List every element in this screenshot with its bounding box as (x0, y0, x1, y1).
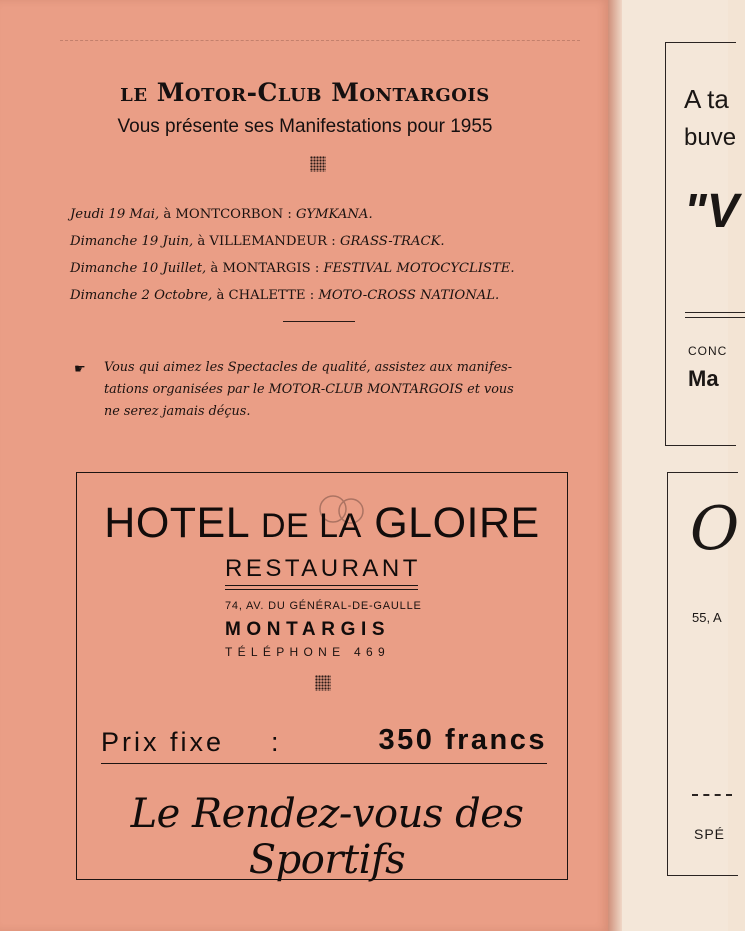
restaurant-label: RESTAURANT (225, 555, 421, 582)
event-day: Dimanche 10 Juillet, (70, 261, 207, 276)
double-rule (225, 585, 418, 590)
event-name: GYMKANA. (296, 207, 373, 222)
event-place: à MONTCORBON : (159, 207, 297, 222)
right-page-text (622, 0, 740, 931)
right-text: buve (684, 124, 737, 151)
price-colon: : (271, 727, 279, 757)
note-line: tations organisées par le MOTOR-CLUB MONTARGOIS et vous (104, 382, 514, 397)
event-item (70, 287, 590, 314)
hotel-name-word: DE LA (261, 507, 362, 545)
right-text: A ta (684, 84, 729, 114)
price-line (101, 724, 547, 758)
events-list (70, 206, 590, 314)
hotel-name-word: GLOIRE (374, 499, 540, 547)
event-place: à CHALETTE : (212, 288, 319, 303)
hotel-phone: TÉLÉPHONE 469 (225, 645, 390, 659)
hotel-address: 74, AV. DU GÉNÉRAL-DE-GAULLE (225, 600, 422, 612)
event-day: Dimanche 2 Octobre, (70, 288, 213, 303)
dotted-square-ornament (315, 675, 331, 691)
event-item (70, 260, 590, 287)
event-day: Dimanche 19 Juin, (70, 234, 194, 249)
right-text: 55, A (692, 610, 722, 625)
pointing-hand-icon: ☛ (74, 362, 86, 377)
hotel-city: MONTARGIS (225, 619, 391, 640)
right-text: CONC (688, 344, 728, 358)
event-place: à MONTARGIS : (206, 261, 324, 276)
note-line: Vous qui aimez les Spectacles de qualité, assistez aux manifes- (104, 360, 513, 375)
faint-top-line (60, 40, 580, 41)
separator-rule (283, 321, 355, 322)
right-text: O (690, 494, 740, 564)
event-name: MOTO-CROSS NATIONAL. (318, 288, 500, 303)
dotted-square-ornament (310, 156, 326, 172)
right-text: Ma (688, 366, 719, 391)
hotel-name (77, 499, 567, 548)
event-day: Jeudi 19 Mai, (70, 207, 160, 222)
page-subtitle: Vous présente ses Manifestations pour 1955 (117, 116, 493, 137)
right-text: SPÉ (694, 826, 726, 842)
page-title: le Motor-Club Montargois (120, 78, 490, 107)
right-text: "V (684, 185, 739, 238)
right-double-rule (685, 312, 745, 318)
hotel-advertisement (76, 472, 568, 883)
event-name: GRASS-TRACK. (339, 234, 445, 249)
page-gutter (608, 0, 622, 931)
event-item (70, 206, 590, 233)
price-underline (101, 763, 547, 764)
price-value: 350 francs (378, 724, 547, 756)
promo-note (76, 357, 576, 423)
event-name: FESTIVAL MOTOCYCLISTE. (323, 261, 515, 276)
event-place: à VILLEMANDEUR : (193, 234, 340, 249)
note-line: ne serez jamais déçus. (104, 404, 251, 419)
slogan: Le Rendez-vous des Sportifs (130, 791, 524, 883)
right-dash-line (692, 794, 732, 796)
price-label: Prix fixe (101, 727, 225, 757)
hotel-name-word: HOTEL (104, 499, 249, 547)
event-item (70, 233, 590, 260)
